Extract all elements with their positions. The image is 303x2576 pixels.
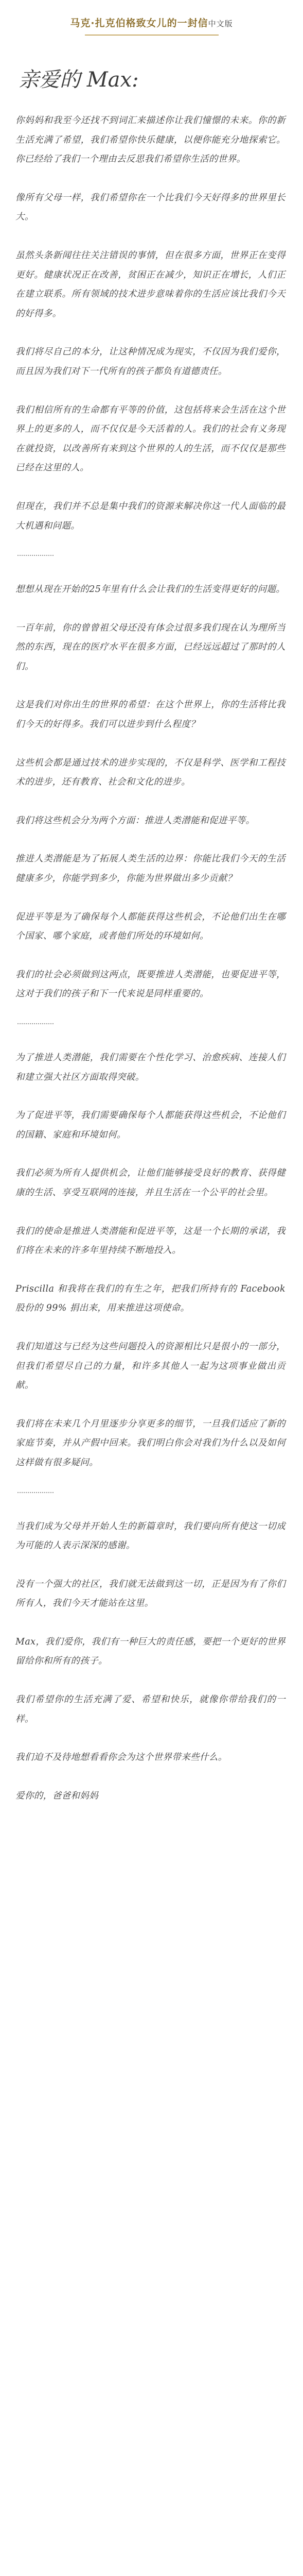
title-underline	[85, 35, 219, 36]
letter-paragraph: 我们相信所有的生命都有平等的价值，这包括将来会生活在这个世界上的更多的人，而不仅仅是今天活着的人。我们的社会有义务现在就投资，以改善所有来到这个世界的人的生活，而不仅仅是那些已经在这里的人。	[15, 404, 286, 473]
section-divider	[17, 1023, 54, 1024]
letter-paragraph: 当我们成为父母并开始人生的新篇章时，我们要向所有使这一切成为可能的人表示深深的感谢。	[15, 1521, 286, 1551]
letter-paragraph: 我们的使命是推进人类潜能和促进平等，这是一个长期的承诺，我们将在未来的许多年里持续不断地投入。	[15, 1226, 286, 1256]
letter-paragraph: 这些机会都是通过技术的进步实现的，不仅是科学、医学和工程技术的进步，还有教育、社会和文化的进步。	[15, 757, 286, 788]
letter-paragraph: 为了推进人类潜能，我们需要在个性化学习、治愈疾病、连接人们和建立强大社区方面取得突破。	[15, 1053, 286, 1082]
letter-paragraph: 我们将在未来几个月里逐步分享更多的细节，一旦我们适应了新的家庭节奏，并从产假中回来。我们明白你会对我们为什么以及如何这样做有很多疑问。	[15, 1418, 286, 1468]
letter-paragraph: 我们希望你的生活充满了爱、希望和快乐，就像你带给我们的一样。	[15, 1694, 286, 1724]
letter-paragraph: 我们必须为所有人提供机会，让他们能够接受良好的教育、获得健康的生活、享受互联网的连接，并且生活在一个公平的社会里。	[15, 1168, 286, 1198]
letter-paragraph: 推进人类潜能是为了拓展人类生活的边界：你能比我们今天的生活健康多少，你能学到多少，你能为世界做出多少贡献？	[15, 854, 286, 884]
letter-paragraph: 虽然头条新闻往往关注错误的事情，但在很多方面，世界正在变得更好。健康状况正在改善，贫困正在减少，知识正在增长，人们正在建立联系。所有领域的技术进步意味着你的生活应该比我们今天的好得多。	[15, 250, 286, 319]
letter-paragraph: 促进平等是为了确保每个人都能获得这些机会，不论他们出生在哪个国家、哪个家庭，或者他们所处的环境如何。	[15, 911, 286, 942]
letter-paragraph: 我们将这些机会分为两个方面：推进人类潜能和促进平等。	[15, 815, 255, 826]
letter-paragraph: 我们迫不及待地想看看你会为这个世界带来些什么。	[15, 1752, 227, 1763]
letter-paragraph: 想想从现在开始的25年里有什么会让我们的生活变得更好的问题。	[15, 584, 286, 595]
section-divider	[17, 555, 54, 556]
letter-paragraph: 一百年前，你的曾曾祖父母还没有体会过很多我们现在认为理所当然的东西，现在的医疗水平在很多方面，已经远远超过了那时的人们。	[15, 622, 286, 672]
page-title	[0, 0, 303, 29]
letter-paragraph: 我们将尽自己的本分，让这种情况成为现实，不仅因为我们爱你，而且因为我们对下一代所有的孩子都负有道德责任。	[15, 347, 286, 377]
letter-paragraph: 我们的社会必须做到这两点，既要推进人类潜能，也要促进平等，这对于我们的孩子和下一代来说是同样重要的。	[15, 969, 286, 999]
letter-paragraph: 你妈妈和我至今还找不到词汇来描述你让我们憧憬的未来。你的新生活充满了希望，我们希望你快乐健康，以便你能充分地探索它。你已经给了我们一个理由去反思我们希望你生活的世界。	[15, 115, 286, 165]
letter-paragraph: 但现在，我们并不总是集中我们的资源来解决你这一代人面临的最大机遇和问题。	[15, 501, 286, 531]
letter-paragraph: 没有一个强大的社区，我们就无法做到这一切，正是因为有了你们所有人，我们今天才能站在这里。	[15, 1579, 286, 1609]
letter-paragraph: 像所有父母一样，我们希望你在一个比我们今天好得多的世界里长大。	[15, 192, 286, 223]
salutation: 亲爱的 Max:	[19, 68, 139, 92]
letter-paragraph: 这是我们对你出生的世界的希望：在这个世界上，你的生活将比我们今天的好得多。我们可以进步到什么程度？	[15, 700, 286, 730]
letter-paragraph: 我们知道这与已经为这些问题投入的资源相比只是很小的一部分，但我们希望尽自己的力量，和许多其他人一起为这项事业做出贡献。	[15, 1341, 286, 1391]
letter-paragraph: Max，我们爱你，我们有一种巨大的责任感，要把一个更好的世界留给你和所有的孩子。	[15, 1636, 286, 1667]
title-text: 马克·扎克伯格致女儿的一封信	[70, 18, 208, 29]
letter-paragraph: 为了促进平等，我们需要确保每个人都能获得这些机会，不论他们的国籍、家庭和环境如何。	[15, 1110, 286, 1140]
letter-paragraph: Priscilla 和我将在我们的有生之年，把我们所持有的 Facebook 股份的 99% 捐出来，用来推进这项使命。	[15, 1283, 286, 1314]
section-divider	[17, 1492, 54, 1493]
letter-paragraph: 爱你的，爸爸和妈妈	[15, 1790, 99, 1801]
title-suffix: 中文版	[208, 19, 233, 28]
letter-body	[15, 111, 286, 1806]
